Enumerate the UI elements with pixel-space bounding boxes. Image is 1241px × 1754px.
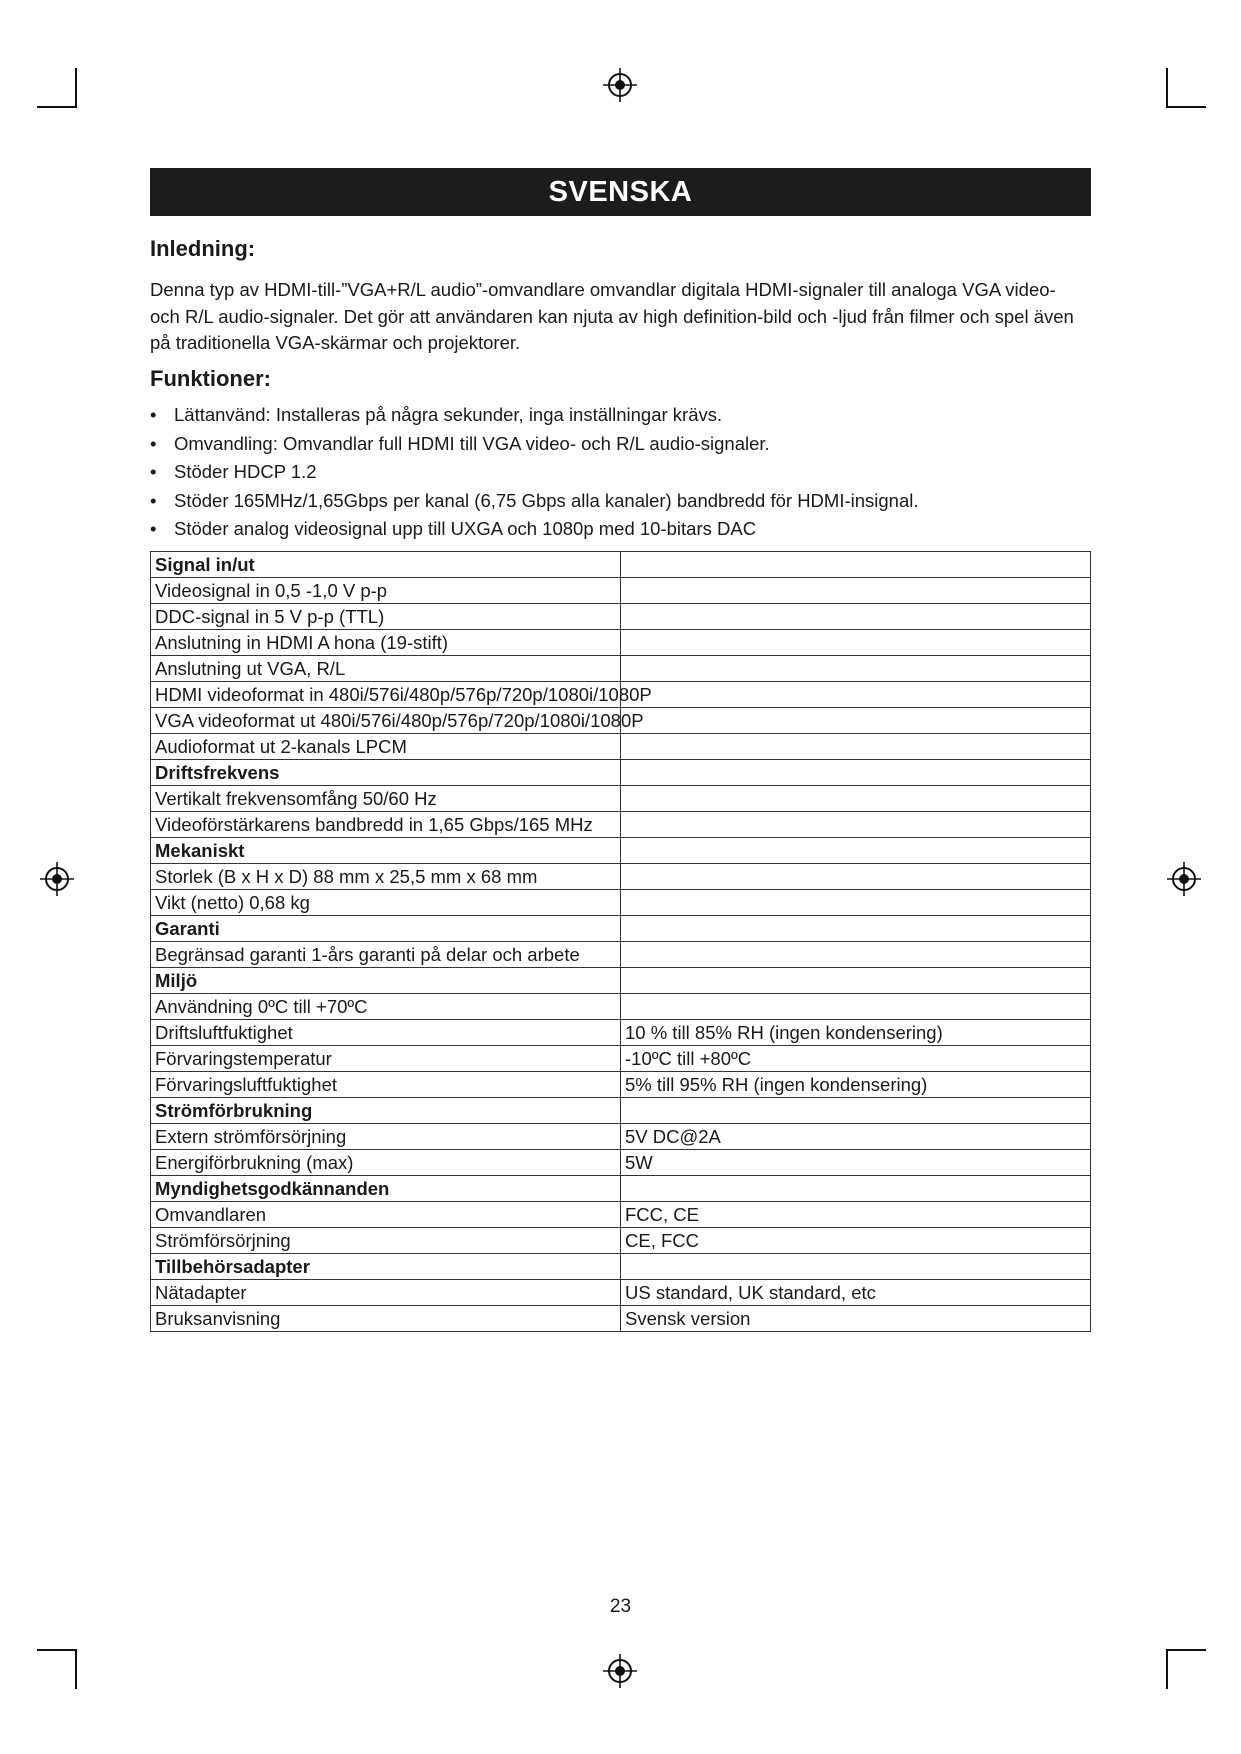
spec-key: Extern strömförsörjning: [151, 1124, 621, 1150]
spec-row: [151, 734, 1091, 760]
spec-key: Energiförbrukning (max): [151, 1150, 621, 1176]
spec-section-title: Strömförbrukning: [151, 1098, 621, 1124]
features-list: [150, 401, 1090, 544]
spec-value: [621, 760, 1091, 786]
spec-key: DDC-signal in 5 V p-p (TTL): [151, 604, 621, 630]
spec-row: [151, 1280, 1091, 1306]
spec-section-title: Signal in/ut: [151, 552, 621, 578]
spec-value: [621, 786, 1091, 812]
spec-value: [621, 1176, 1091, 1202]
spec-value: [621, 552, 1091, 578]
spec-key: Audioformat ut 2-kanals LPCM: [151, 734, 621, 760]
spec-key: Förvaringstemperatur: [151, 1046, 621, 1072]
feature-item: • Omvandling: Omvandlar full HDMI till VGA video- och R/L audio-signaler.: [150, 430, 1090, 459]
spec-row: [151, 1124, 1091, 1150]
spec-value: [621, 838, 1091, 864]
registration-mark-right-icon: [1167, 862, 1201, 896]
spec-section-row: [151, 1254, 1091, 1280]
spec-key: VGA videoformat ut 480i/576i/480p/576p/720p/1080i/1080P: [151, 708, 621, 734]
spec-key: Bruksanvisning: [151, 1306, 621, 1332]
crop-mark-bottom-right-v: [1166, 1649, 1168, 1689]
spec-row: [151, 786, 1091, 812]
spec-row: [151, 708, 1091, 734]
spec-value: [621, 916, 1091, 942]
spec-value: [621, 942, 1091, 968]
crop-mark-top-right-h: [1166, 106, 1206, 108]
spec-value: [621, 994, 1091, 1020]
spec-section-title: Miljö: [151, 968, 621, 994]
spec-value: US standard, UK standard, etc: [621, 1280, 1091, 1306]
crop-mark-top-right-v: [1166, 68, 1168, 108]
spec-key: Driftsluftfuktighet: [151, 1020, 621, 1046]
spec-key: Vikt (netto) 0,68 kg: [151, 890, 621, 916]
spec-section-row: [151, 552, 1091, 578]
spec-value: -10ºC till +80ºC: [621, 1046, 1091, 1072]
spec-row: [151, 812, 1091, 838]
spec-section-row: [151, 1098, 1091, 1124]
spec-row: [151, 890, 1091, 916]
spec-key: Strömförsörjning: [151, 1228, 621, 1254]
feature-item: • Stöder analog videosignal upp till UXGA och 1080p med 10-bitars DAC: [150, 515, 1090, 544]
spec-value: [621, 656, 1091, 682]
spec-row: [151, 578, 1091, 604]
spec-key: HDMI videoformat in 480i/576i/480p/576p/720p/1080i/1080P: [151, 682, 621, 708]
spec-key: Användning 0ºC till +70ºC: [151, 994, 621, 1020]
crop-mark-top-left-v: [75, 68, 77, 108]
registration-mark-left-icon: [40, 862, 74, 896]
spec-row: [151, 864, 1091, 890]
crop-mark-bottom-right-h: [1166, 1649, 1206, 1651]
spec-value: 10 % till 85% RH (ingen kondensering): [621, 1020, 1091, 1046]
spec-section-title: Tillbehörsadapter: [151, 1254, 621, 1280]
spec-key: Förvaringsluftfuktighet: [151, 1072, 621, 1098]
spec-value: 5W: [621, 1150, 1091, 1176]
spec-row: [151, 994, 1091, 1020]
spec-key: Videoförstärkarens bandbredd in 1,65 Gbps/165 MHz: [151, 812, 621, 838]
spec-section-row: [151, 968, 1091, 994]
spec-section-title: Myndighetsgodkännanden: [151, 1176, 621, 1202]
spec-row: [151, 1020, 1091, 1046]
crop-mark-bottom-left-h: [37, 1649, 77, 1651]
spec-value: [621, 682, 1091, 708]
spec-section-title: Garanti: [151, 916, 621, 942]
feature-item: • Stöder HDCP 1.2: [150, 458, 1090, 487]
spec-key: Anslutning in HDMI A hona (19-stift): [151, 630, 621, 656]
spec-section-row: [151, 760, 1091, 786]
spec-value: [621, 734, 1091, 760]
spec-section-title: Driftsfrekvens: [151, 760, 621, 786]
spec-row: [151, 1072, 1091, 1098]
spec-value: [621, 708, 1091, 734]
spec-row: [151, 656, 1091, 682]
language-banner: SVENSKA: [150, 168, 1091, 216]
spec-section-row: [151, 838, 1091, 864]
spec-section-row: [151, 916, 1091, 942]
spec-key: Vertikalt frekvensomfång 50/60 Hz: [151, 786, 621, 812]
spec-row: [151, 604, 1091, 630]
spec-row: [151, 1046, 1091, 1072]
spec-section-row: [151, 1176, 1091, 1202]
spec-row: [151, 1306, 1091, 1332]
spec-row: [151, 1150, 1091, 1176]
spec-row: [151, 1202, 1091, 1228]
spec-value: [621, 1254, 1091, 1280]
page-number: 23: [609, 1596, 632, 1617]
spec-value: [621, 812, 1091, 838]
spec-value: 5V DC@2A: [621, 1124, 1091, 1150]
spec-value: CE, FCC: [621, 1228, 1091, 1254]
spec-value: [621, 578, 1091, 604]
intro-heading: Inledning:: [150, 236, 256, 261]
spec-section-title: Mekaniskt: [151, 838, 621, 864]
features-heading: Funktioner:: [150, 366, 271, 391]
spec-value: [621, 604, 1091, 630]
feature-item: • Stöder 165MHz/1,65Gbps per kanal (6,75 Gbps alla kanaler) bandbredd för HDMI-insignal.: [150, 487, 1090, 516]
spec-table: [150, 551, 1091, 1332]
spec-value: 5% till 95% RH (ingen kondensering): [621, 1072, 1091, 1098]
registration-mark-bottom-icon: [603, 1654, 637, 1688]
intro-paragraph: Denna typ av HDMI-till-”VGA+R/L audio”-omvandlare omvandlar digitala HDMI-signaler till analoga VGA video- och R/L audio-signaler. Det gör att användaren kan njuta av high definition-bild och -ljud från filmer och spel även på traditionella VGA-skärmar och projektorer.: [150, 279, 1074, 353]
spec-value: FCC, CE: [621, 1202, 1091, 1228]
spec-key: Anslutning ut VGA, R/L: [151, 656, 621, 682]
spec-value: [621, 630, 1091, 656]
spec-key: Omvandlaren: [151, 1202, 621, 1228]
crop-mark-bottom-left-v: [75, 1649, 77, 1689]
registration-mark-top-icon: [603, 68, 637, 102]
spec-row: [151, 942, 1091, 968]
spec-value: [621, 864, 1091, 890]
spec-row: [151, 682, 1091, 708]
spec-key: Videosignal in 0,5 -1,0 V p-p: [151, 578, 621, 604]
spec-key: Begränsad garanti 1-års garanti på delar och arbete: [151, 942, 621, 968]
spec-value: [621, 1098, 1091, 1124]
spec-value: Svensk version: [621, 1306, 1091, 1332]
spec-key: Storlek (B x H x D) 88 mm x 25,5 mm x 68 mm: [151, 864, 621, 890]
spec-row: [151, 630, 1091, 656]
spec-row: [151, 1228, 1091, 1254]
spec-key: Nätadapter: [151, 1280, 621, 1306]
spec-value: [621, 968, 1091, 994]
crop-mark-top-left-h: [37, 106, 77, 108]
spec-value: [621, 890, 1091, 916]
feature-item: • Lättanvänd: Installeras på några sekunder, inga inställningar krävs.: [150, 401, 1090, 430]
